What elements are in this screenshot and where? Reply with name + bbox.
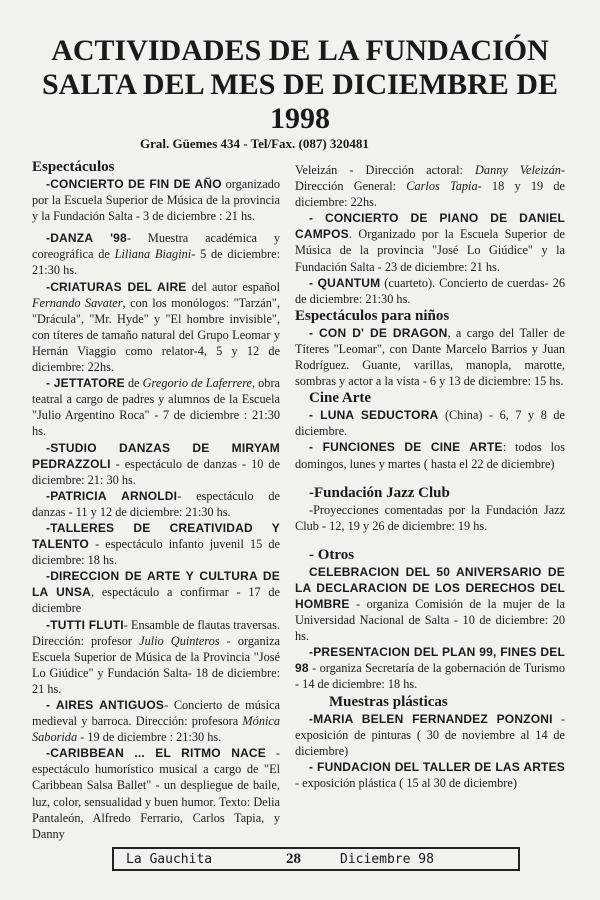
right-column <box>295 162 565 791</box>
event-item: -PATRICIA ARNOLDI- espectáculo de danzas - 11 y 12 de diciembre: 21:30 hs. <box>32 488 280 519</box>
event-item: -Proyecciones comentadas por la Fundación Jazz Club - 12, 19 y 26 de diciembre: 19 hs. <box>295 502 565 533</box>
section-heading-otros: - Otros <box>309 546 355 563</box>
event-item: -TALLERES DE CREATIVIDAD Y TALENTO - espectáculo infanto juvenil 15 de diciembre: 18 hs. <box>32 520 280 568</box>
address-line: Gral. Güemes 434 - Tel/Fax. (087) 320481 <box>140 136 369 151</box>
event-item: CELEBRACION DEL 50 ANIVERSARIO DE LA DECLARACION DE LOS DERECHOS DEL HOMBRE - organiza Comisión de la mujer de la Universidad Nacional de Salta - 10 de diciembre: 20 hs. <box>295 564 565 644</box>
event-item: - QUANTUM (cuarteto). Concierto de cuerdas- 26 de diciembre: 21:30 hs. <box>295 275 565 306</box>
event-item: - FUNCIONES DE CINE ARTE: todos los domingos, lunes y martes ( hasta el 22 de diciembre) <box>295 440 565 471</box>
event-item: -CONCIERTO DE FIN DE AÑO organizado por la Escuela Superior de Música de la provincia y la Fundación Salta - 3 de diciembre : 21 hs. <box>32 177 281 224</box>
left-column <box>32 158 280 842</box>
event-item: - AIRES ANTIGUOS- Concierto de música medieval y barroca. Dirección: profesora Mónica Saborida - 19 de diciembre : 21:30 hs. <box>32 698 280 745</box>
event-item: -PRESENTACION DEL PLAN 99, FINES DEL 98 - organiza Secretaría de la gobernación de Turismo - 14 de diciembre: 18 hs. <box>295 645 565 692</box>
event-item: -DANZA '98- Muestra académica y coreográfica de Liliana Biagini- 5 de diciembre: 21:30 hs. <box>32 231 280 278</box>
section-heading-cine: Cine Arte <box>309 390 372 407</box>
section-heading-espectaculos: Espectáculos <box>32 159 115 175</box>
event-item: - CON D' DE DRAGON, a cargo del Taller de Títeres "Leomar", con Dante Marcelo Barrios y Juan Rodríguez. Guante, varillas, manopla, marotte, sombras y actor a la vista - 6 y 13 de diciembre: 15 hs. <box>295 325 565 389</box>
page-footer <box>112 847 520 871</box>
event-item: -STUDIO DANZAS DE MIRYAM PEDRAZZOLI - espectáculo de danzas - 10 de diciembre: 21: 30 hs. <box>32 440 280 487</box>
event-item: - CONCIERTO DE PIANO DE DANIEL CAMPOS. Organizado por la Escuela Superior de Música de la provincia "José Lo Giúdice" y la Fundación Salta - 23 de diciembre: 21 hs. <box>295 211 565 274</box>
event-item: -CARIBBEAN ... EL RITMO NACE - espectáculo humorístico musical a cargo de "El Caribbean Salsa Ballet" - un despliegue de baile, luz, color, sensualidad y buen humor. Texto: Delia Pantaleón, Alfredo Ferrario, Carlos Tapia, y Danny <box>32 746 281 841</box>
event-item: -CRIATURAS DEL AIRE del autor español Fernando Savater, con los monólogos: "Tarzán", "Drácula", "Mr. Hyde" y "El hombre invisible", con títeres de tamaño natural del Grupo Leomar y Hernán Viaggio como relator-4, 5 y 12 de diciembre: 22hs. <box>32 279 281 375</box>
event-item: -MARIA BELEN FERNANDEZ PONZONI - exposición de pinturas ( 30 de noviembre al 14 de diciembre) <box>295 711 566 758</box>
event-item: -DIRECCION DE ARTE Y CULTURA DE LA UNSA, espectáculo a confirmar - 17 de diciembre <box>32 569 281 616</box>
issue-date: Diciembre 98 <box>340 851 434 867</box>
event-item: - FUNDACION DEL TALLER DE LAS ARTES - exposición plástica ( 15 al 30 de diciembre) <box>295 759 565 790</box>
event-continuation: Veleizán - Dirección actoral: Danny Veleizán- Dirección General: Carlos Tapia- 18 y 19 de diciembre: 22hs. <box>295 163 565 210</box>
section-heading-ninos: Espectáculos para niños <box>295 307 450 324</box>
event-item: - LUNA SEDUCTORA (China) - 6, 7 y 8 de diciembre. <box>295 408 565 439</box>
event-item: - JETTATORE de Gregorio de Laferrere, obra teatral a cargo de padres y alumnos de la Escuela "Julio Argentino Roca" - 7 de diciembre : 21:30 hs. <box>32 376 280 439</box>
section-heading-plasticas: Muestras plásticas <box>329 693 448 710</box>
section-heading-jazz: -Fundación Jazz Club <box>309 484 450 501</box>
page-title: ACTIVIDADES DE LA FUNDACIÓN SALTA DEL MES DE DICIEMBRE DE 1998 <box>42 34 558 135</box>
page-number: 28 <box>286 850 301 867</box>
event-item: -TUTTI FLUTI- Ensamble de flautas traversas. Dirección: profesor Julio Quinteros - organiza Escuela Superior de Música de la Provincia "José Lo Giúdice" y Fundación Salta- 18 de diciembre: 21 hs. <box>32 617 280 696</box>
magazine-name: La Gauchita <box>126 851 213 867</box>
